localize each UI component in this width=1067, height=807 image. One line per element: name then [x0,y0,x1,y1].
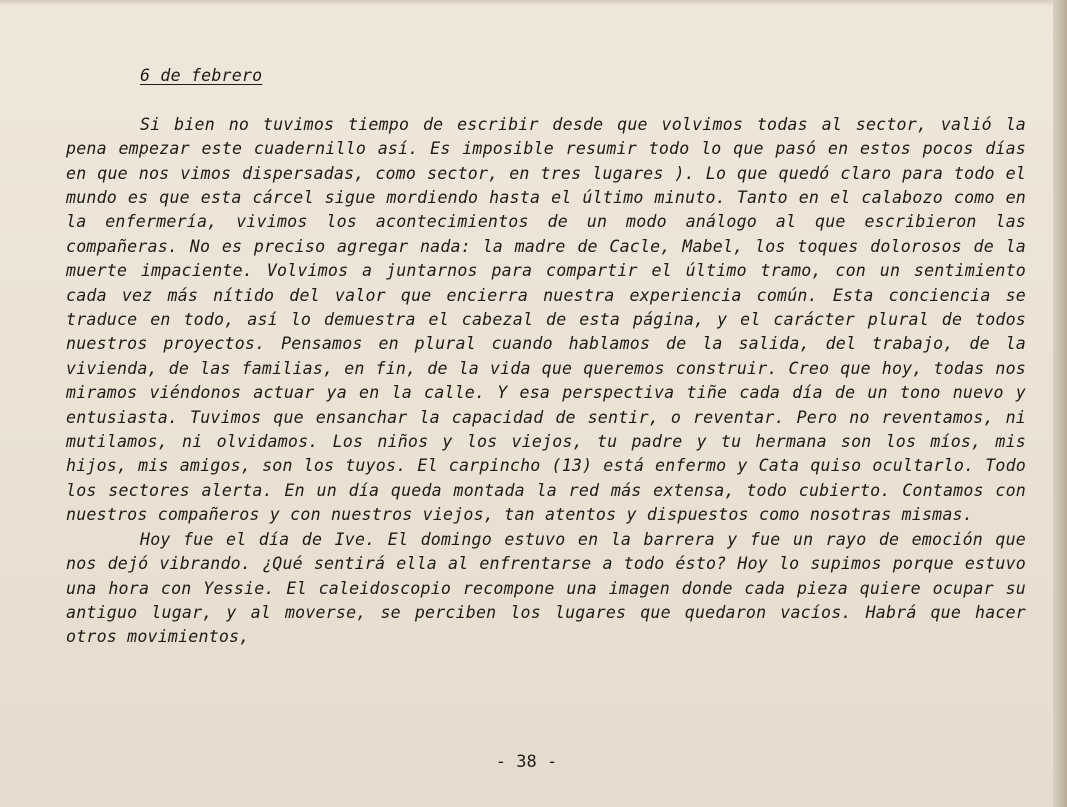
page-number: - 38 - [495,752,558,772]
paragraph-1: Si bien no tuvimos tiempo de escribir desde que volvimos todas al sector, valió la pena empezar este cuadernillo así. Es imposible resumir todo lo que pasó en estos pocos días en que nos vimos dispersadas, como sector, en tres lugares ). Lo que quedó claro para todo el mundo es que esta cárcel sigue mordiendo hasta el último minuto. Tanto en el calabozo como en la enfermería, vivimos los acontecimientos de un modo análogo al que escribieron las compañeras. No es preciso agregar nada: la madre de Cacle, Mabel, los toques dolorosos de la muerte impaciente. Volvimos a juntarnos para compartir el último tramo, con un sentimiento cada vez más nítido del valor que encierra nuestra experiencia común. Esta conciencia se traduce en todo, así lo demuestra el cabezal de esta página, y el carácter plural de todos nuestros proyectos. Pensamos en plural cuando hablamos de la salida, del trabajo, de la vivienda, de las familias, en fin, de la vida que queremos construir. Creo que hoy, todas nos miramos viéndonos actuar ya en la calle. Y esa perspectiva tiñe cada día de un tono nuevo y entusiasta. Tuvimos que ensanchar la capacidad de sentir, o reventar. Pero no reventamos, ni mutilamos, ni olvidamos. Los niños y los viejos, tu padre y tu hermana son los míos, mis hijos, mis amigos, son los tuyos. El carpincho (13) está enfermo y Cata quiso ocultarlo. Todo los sectores alerta. En un día queda montada la red más extensa, todo cubierto. Contamos con nuestros compañeros y con nuestros viejos, tan atentos y dispuestos como nosotras mismas. [66,114,1026,525]
page-text [66,64,1026,650]
book-spine-shadow [1053,0,1067,807]
page-top-edge [0,0,1067,6]
date-heading: 6 de febrero [140,66,263,85]
paragraph-2: Hoy fue el día de Ive. El domingo estuvo en la barrera y fue un rayo de emoción que nos dejó vibrando. ¿Qué sentirá ella al enfrentarse a todo ésto? Hoy lo supimos porque estuvo una hora con Yessie. El caleidoscopio recompone una imagen donde cada pieza quiere ocupar su antiguo lugar, y al moverse, se perciben los lugares que quedaron vacíos. Habrá que hacer otros movimientos, [66,529,1026,647]
